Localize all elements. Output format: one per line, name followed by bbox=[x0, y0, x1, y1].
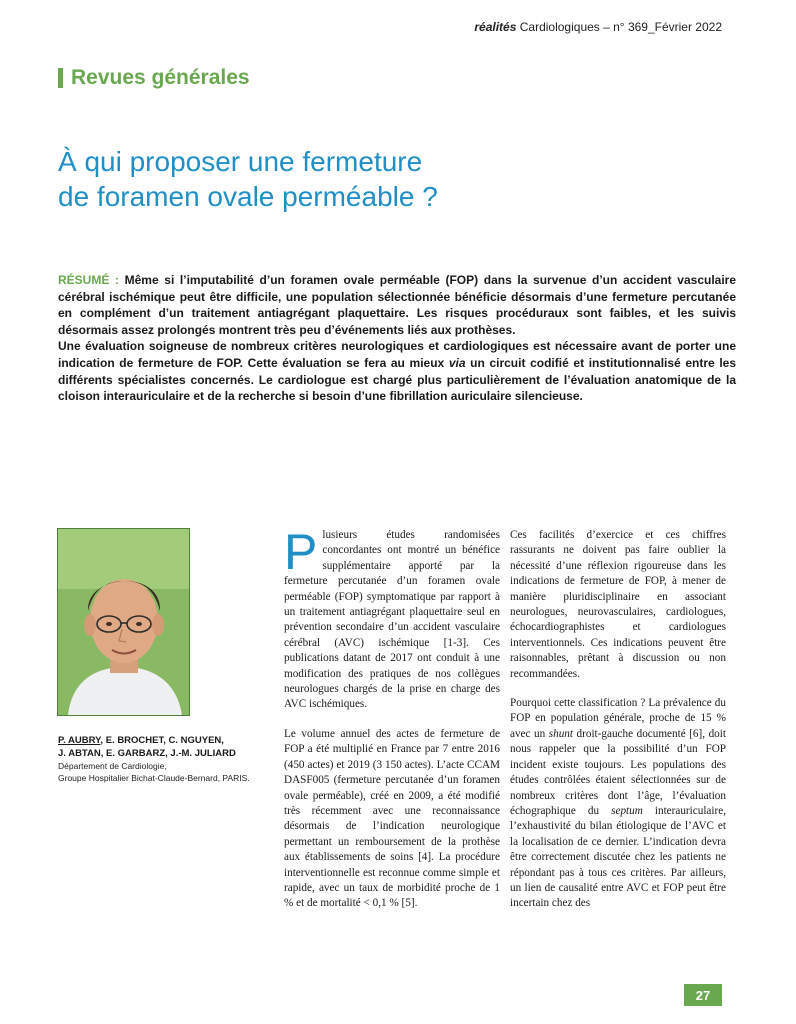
section-label: Revues générales bbox=[71, 66, 250, 89]
author-names-line-2: J. ABTAN, E. GARBARZ, J.-M. JULIARD bbox=[58, 748, 236, 759]
author-names-line-1: P. AUBRY, E. BROCHET, C. NGUYEN, bbox=[58, 735, 224, 746]
author-block bbox=[58, 734, 268, 784]
abstract-paragraph-1: RÉSUMÉ : Même si l’imputabilité d’un foramen ovale perméable (FOP) dans la survenue d’un accident vasculaire cérébral ischémique peut être difficile, une population sélectionnée bénéficie désormais d’une fermeture percutanée en complément d’un traitement antiagrégant plaquettaire. Les risques procéduraux sont faibles, et les suivis désormais assez prolongés montrent très peu d’événements liés aux prothèses. bbox=[58, 273, 737, 337]
journal-brand: réalités bbox=[474, 20, 517, 34]
title-line-1: À qui proposer une fermeture bbox=[58, 146, 423, 177]
abstract-label: RÉSUMÉ : bbox=[58, 273, 119, 287]
body-column-1 bbox=[284, 524, 500, 926]
drop-cap: P bbox=[284, 524, 318, 580]
article-title bbox=[58, 144, 738, 214]
author-hospital: Groupe Hospitalier Bichat-Claude-Bernard, PARIS. bbox=[58, 773, 250, 783]
body-paragraph: Plusieurs études randomisées concordantes ont montré un bénéfice supplémentaire apporté par la fermeture percutanée d’un foramen ovale perméable (FOP) symptomatique par rapport à un traitement antiagrégant plaquettaire seul en prévention secondaire d’un accident vasculaire cérébral (AVC) ischémique [1-3]. Ces publications datant de 2017 ont conduit à une modification des pratiques de nos collègues neurologues chargés de la prise en charge des AVC ischémiques. bbox=[284, 524, 500, 711]
author-photo bbox=[57, 528, 190, 716]
body-column-2 bbox=[510, 528, 726, 926]
section-heading bbox=[58, 66, 250, 90]
page-number: 27 bbox=[684, 984, 722, 1006]
abstract bbox=[58, 272, 736, 405]
body-paragraph: Ces facilités d’exercice et ces chiffres rassurants ne doivent pas faire oublier la nécessité d’une réflexion rigoureuse dans les indications de fermeture de FOP, à mener de manière pluridisciplinaire en associant neurologues, neurovasculaires, cardiologues, échocardiographistes et cardiologues interventionnels. Ces indications peuvent être raisonnables, prêtant à discussion ou non recommandées. bbox=[510, 529, 726, 680]
section-bar bbox=[58, 68, 63, 88]
journal-issue: Cardiologiques – n° 369_Février 2022 bbox=[516, 20, 722, 34]
corresponding-author: P. AUBRY bbox=[58, 735, 101, 746]
author-portrait-image bbox=[58, 529, 189, 715]
abstract-paragraph-2: Une évaluation soigneuse de nombreux critères neurologiques et cardiologiques est nécessaire avant de porter une indication de fermeture de FOP. Cette évaluation se fera au mieux via un circuit codifié et institutionnalisé entre les différents spécialistes concernés. Le cardiologue est chargé plus particulièrement de l’évaluation anatomique de la cloison interauriculaire et de la recherche si besoin d’une fibrillation auriculaire silencieuse. bbox=[58, 339, 736, 404]
body-paragraph: Le volume annuel des actes de fermeture de FOP a été multiplié en France par 7 entre 2016 (450 actes) et 2019 (3 150 actes). L’acte CCAM DASF005 (fermeture percutanée d’un foramen ovale perméable), créé en 2009, a été modifié très récemment avec une reconnaissance désormais de l’indication neurologique permettant un remboursement de la prothèse aux établissements de soins [4]. La procédure interventionnelle est reconnue comme simple et rapide, avec un taux de morbidité proche de 1 % et de mortalité < 0,1 % [5]. bbox=[284, 727, 500, 910]
title-line-2: de foramen ovale perméable ? bbox=[58, 181, 438, 212]
author-department: Département de Cardiologie, bbox=[58, 761, 167, 771]
body-paragraph: Pourquoi cette classification ? La prévalence du FOP en population générale, proche de 15 % avec un shunt droit-gauche documenté [6], doit nous rappeler que la possibilité d’un FOP incident existe toujours. Les populations des études contrôlées étaient sélectionnées sur de nombreux critères dont l’âge, l’évaluation échographique du septum interauriculaire, l’exhaustivité du bilan étiologique de l’AVC et la localisation de ce dernier. L’indication devra être correctement discutée chez les patients ne répondant pas à tous ces critères. Par ailleurs, un lien de causalité entre AVC et FOP peut être incertain chez des bbox=[510, 697, 726, 910]
running-header bbox=[474, 20, 722, 34]
